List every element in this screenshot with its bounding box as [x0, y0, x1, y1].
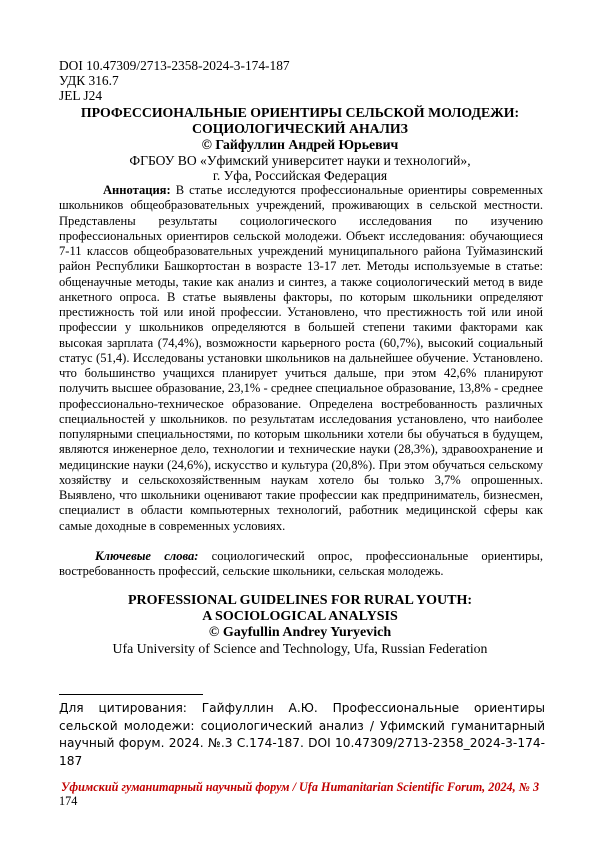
en-title-line2: A SOCIOLOGICAL ANALYSIS: [202, 609, 398, 624]
ru-title-line2: СОЦИОЛОГИЧЕСКИЙ АНАЛИЗ: [192, 121, 408, 136]
doi-line: DOI 10.47309/2713-2358-2024-3-174-187: [59, 58, 290, 73]
ru-affiliation-line2: г. Уфа, Российская Федерация: [212, 168, 388, 183]
en-affiliation: Ufa University of Science and Technology, Ufa, Russian Federation: [112, 641, 488, 656]
ru-affiliation-line1: ФГБОУ ВО «Уфимский университет науки и технологий»,: [129, 153, 471, 168]
keywords-text: социологический опрос, профессиональные ориентиры, востребованность профессий, сельские школьники, сельская молодежь.: [59, 549, 543, 579]
footnote-divider: [59, 694, 203, 695]
keywords-label: Ключевые слова:: [95, 549, 199, 563]
page-number: 174: [59, 794, 78, 808]
jel-line: JEL J24: [59, 88, 103, 103]
citation-footnote: Для цитирования: Гайфуллин А.Ю. Профессиональные ориентиры сельской молодежи: социологический анализ / Уфимский гуманитарный научный форум. 2024. №.3 С.174-187. DOI 10.47309/2713-2358_2024-3-174-187: [59, 701, 545, 768]
abstract-label: Аннотация:: [103, 183, 171, 197]
udk-line: УДК 316.7: [59, 73, 119, 88]
ru-author: © Гайфуллин Андрей Юрьевич: [201, 137, 399, 152]
en-author: © Gayfullin Andrey Yuryevich: [208, 625, 392, 640]
keywords: [59, 549, 543, 580]
journal-footer: Уфимский гуманитарный научный форум / Ufa Humanitarian Scientific Forum, 2024, № 3: [60, 780, 540, 794]
abstract: [59, 183, 543, 534]
ru-title-line1: ПРОФЕССИОНАЛЬНЫЕ ОРИЕНТИРЫ СЕЛЬСКОЙ МОЛОДЕЖИ:: [80, 105, 520, 120]
en-title-line1: PROFESSIONAL GUIDELINES FOR RURAL YOUTH:: [127, 593, 473, 608]
abstract-text: В статье исследуются профессиональные ориентиры современных школьников общеобразовательных учреждений, проживающих в сельской местности. Представлены результаты социологического исследования по изучению профессиональных ориентиров сельской молодежи. Объект исследования: обучающиеся 7-11 классов общеобразовательных учреждений муниципального района Туймазинский район Республики Башкортостан в возрасте 13-17 лет. Методы используемые в статье: общенаучные методы, такие как анализ и синтез, а также социологический метод в виде анкетного опроса. В статье выявлены факторы, по которым школьники определяют престижность той или иной профессии. Установлено, что престижность той или иной профессии у школьников определяются в большей степени такими факторами как высокая зарплата (74,4%), возможности карьерного роста (60,7%), высокий социальный статус (51,4). Исследованы установки школьников на дальнейшее обучение. Установлено. что большинство учащихся планирует учиться дальше, при этом 42,6% планируют получить высшее образование, 23,1% - среднее специальное образование, 13,8% - среднее профессионально-техническое образование. Определена востребованность различных специальностей у школьников. по результатам исследования установлено, что наиболее популярными специальностями, по которым школьники хотели бы обучаться в будущем, являются инженерное дело, технологии и технические науки (28,3%), здравоохранение и медицинские науки (24,6%), искусство и культура (20,8%). При этом обучаться сельскому хозяйству и сельскохозяйственным наукам хотело бы только 3,7% опрошенных. Выявлено, что школьники оценивают такие профессии как предприниматель, бизнесмен, специалист в области компьютерных технологий, работник медицинской сферы как самые доходные в современных условиях.: [59, 183, 544, 533]
